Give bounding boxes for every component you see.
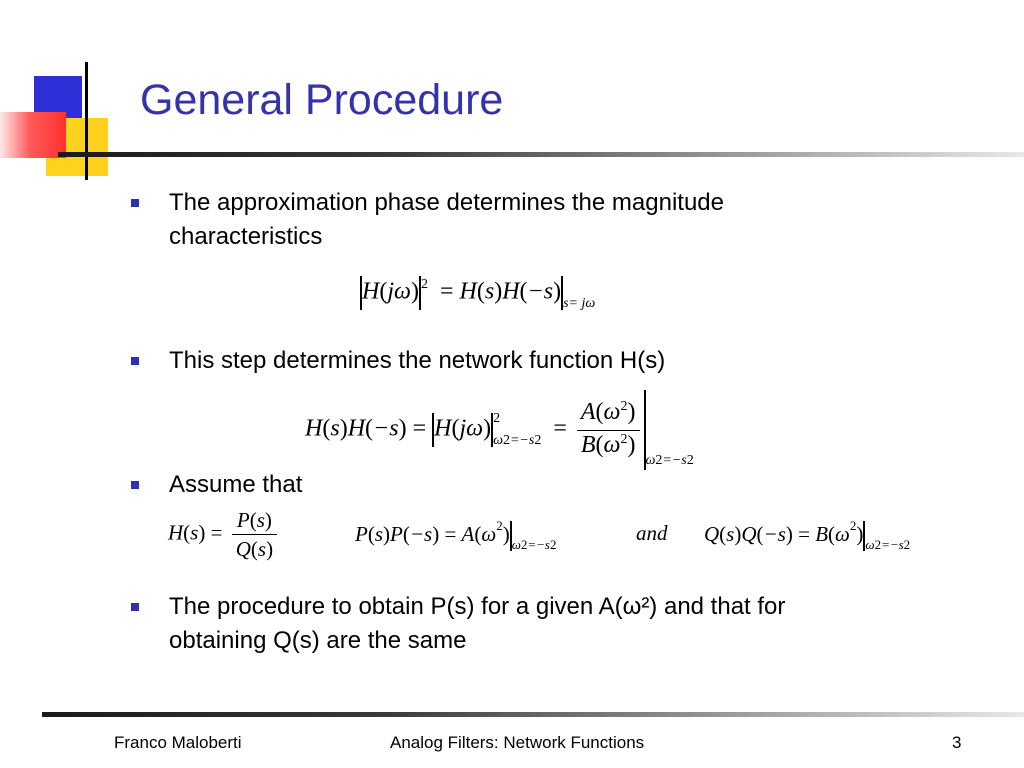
bullet-4-line-2: obtaining Q(s) are the same [169, 627, 467, 654]
bullet-marker [131, 481, 139, 489]
footer-author: Franco Maloberti [114, 733, 242, 752]
footer-page-number: 3 [952, 733, 962, 752]
footer-divider [42, 712, 1024, 717]
bullet-marker [131, 603, 139, 611]
footer-course: Analog Filters: Network Functions [390, 733, 645, 752]
slide-title: General Procedure [140, 76, 504, 124]
equation-1: H(jω) $^2$ = H(s)H(−s) $_{s= j\omega}$ [362, 276, 596, 311]
logo-red-block [0, 112, 66, 158]
equation-2: H(s)H(−s) = H(jω) 2 ω2=−s2 = $\frac{A(\omega^2)}{B(\omega^2)}$ $_{\omega 2=-s2}$ [305, 390, 694, 470]
bullet-marker [131, 357, 139, 365]
bullet-marker [131, 199, 139, 207]
bullet-4-line-1: The procedure to obtain P(s) for a given A(ω²) and that for [169, 593, 786, 620]
equation-3-and: and [636, 521, 668, 545]
equation-3a: H(s) = $\frac{P(s)}{Q(s)}$ [168, 506, 281, 563]
bullet-2-text: This step determines the network function H(s) [169, 347, 666, 374]
equation-3c: $Q(s)Q(-s) = B(\omega^2)$ $_{\omega 2=-s2}$ [704, 517, 911, 552]
equation-3b: $P(s)P(-s) = A(\omega^2)$ $_{\omega 2=-s2}$ [355, 517, 557, 552]
title-underline [58, 152, 1024, 157]
bullet-3-text: Assume that [169, 471, 303, 498]
logo-vertical-line [85, 62, 88, 180]
bullet-1-line-2: characteristics [169, 223, 323, 250]
bullet-1-line-1: The approximation phase determines the magnitude [169, 189, 724, 216]
